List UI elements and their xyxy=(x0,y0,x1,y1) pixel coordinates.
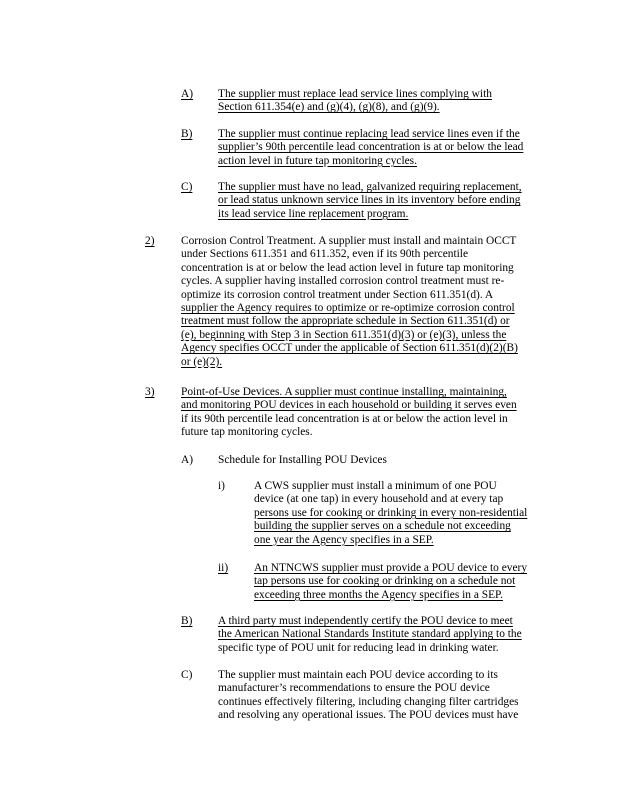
text-line: manufacturer’s recommendations to ensure the POU device xyxy=(218,682,490,695)
text-line: if its 90th percentile lead concentration is at or below the action level in xyxy=(181,412,508,425)
item-label: 3) xyxy=(145,386,155,398)
text-line: Schedule for Installing POU Devices xyxy=(218,454,387,466)
text-line: Section 611.354(e) and (g)(4), (g)(8), and (g)(9). xyxy=(218,101,440,114)
text-line: persons use for cooking or drinking in every non-residential xyxy=(254,506,528,519)
item-label: B) xyxy=(181,128,193,140)
item-label: C) xyxy=(181,181,193,193)
text-line: The supplier must continue replacing lead service lines even if the xyxy=(218,128,520,140)
text-line: Point-of-Use Devices. A supplier must continue installing, maintaining, xyxy=(181,386,507,398)
text-line: action level in future tap monitoring cycles. xyxy=(218,154,417,167)
text-line: specific type of POU unit for reducing lead in drinking water. xyxy=(218,641,499,654)
item-label: i) xyxy=(218,480,225,492)
text-line: supplier the Agency requires to optimize or re-optimize corrosion control xyxy=(181,302,515,315)
item-label: ii) xyxy=(218,562,229,574)
text-line: future tap monitoring cycles. xyxy=(181,426,313,439)
text-line: optimize its corrosion control treatment under Section 611.351(d). A xyxy=(181,288,494,301)
text-line: A third party must independently certify the POU device to meet xyxy=(218,615,513,627)
text-line: The supplier must replace lead service lines complying with xyxy=(218,88,492,100)
item-label: A) xyxy=(181,88,194,100)
text-line: one year the Agency specifies in a SEP. xyxy=(254,533,434,546)
text-line: or (e)(2). xyxy=(181,355,223,368)
text-line: device (at one tap) in every household and at every tap xyxy=(254,493,504,506)
text-line: continues effectively filtering, including changing filter cartridges xyxy=(218,695,519,708)
item-label: C) xyxy=(181,669,193,681)
text-line: and resolving any operational issues. The POU devices must have xyxy=(218,709,519,722)
text-line: cycles. A supplier having installed corrosion control treatment must re- xyxy=(181,275,505,288)
text-line: A CWS supplier must install a minimum of one POU xyxy=(254,480,497,492)
text-line: building the supplier serves on a schedule not exceeding xyxy=(254,520,511,533)
text-line: An NTNCWS supplier must provide a POU device to every xyxy=(254,562,528,574)
text-line: The supplier must have no lead, galvanized requiring replacement, xyxy=(218,181,522,193)
text-line: concentration is at or below the lead action level in future tap monitoring xyxy=(181,261,514,274)
text-line: its lead service line replacement program. xyxy=(218,207,409,220)
text-line: and monitoring POU devices in each household or building it serves even xyxy=(181,399,517,412)
text-line: the American National Standards Institute standard applying to the xyxy=(218,628,522,641)
text-line: tap persons use for cooking or drinking on a schedule not xyxy=(254,575,516,588)
item-label: A) xyxy=(181,454,194,466)
text-line: The supplier must maintain each POU device according to its xyxy=(218,669,498,681)
text-line: exceeding three months the Agency specifies in a SEP. xyxy=(254,588,503,601)
text-line: or lead status unknown service lines in its inventory before ending xyxy=(218,194,521,207)
text-line: treatment must follow the appropriate schedule in Section 611.351(d) or xyxy=(181,315,510,328)
text-line: supplier’s 90th percentile lead concentration is at or below the lead xyxy=(218,141,524,154)
item-label: 2) xyxy=(145,235,155,247)
item-label: B) xyxy=(181,615,193,627)
text-line: Agency specifies OCCT under the applicable of Section 611.351(d)(2)(B) xyxy=(181,342,518,355)
text-line: Corrosion Control Treatment. A supplier must install and maintain OCCT xyxy=(181,235,517,247)
text-line: under Sections 611.351 and 611.352, even if its 90th percentile xyxy=(181,248,469,261)
text-line: (e), beginning with Step 3 in Section 611.351(d)(3) or (e)(3), unless the xyxy=(181,328,507,341)
